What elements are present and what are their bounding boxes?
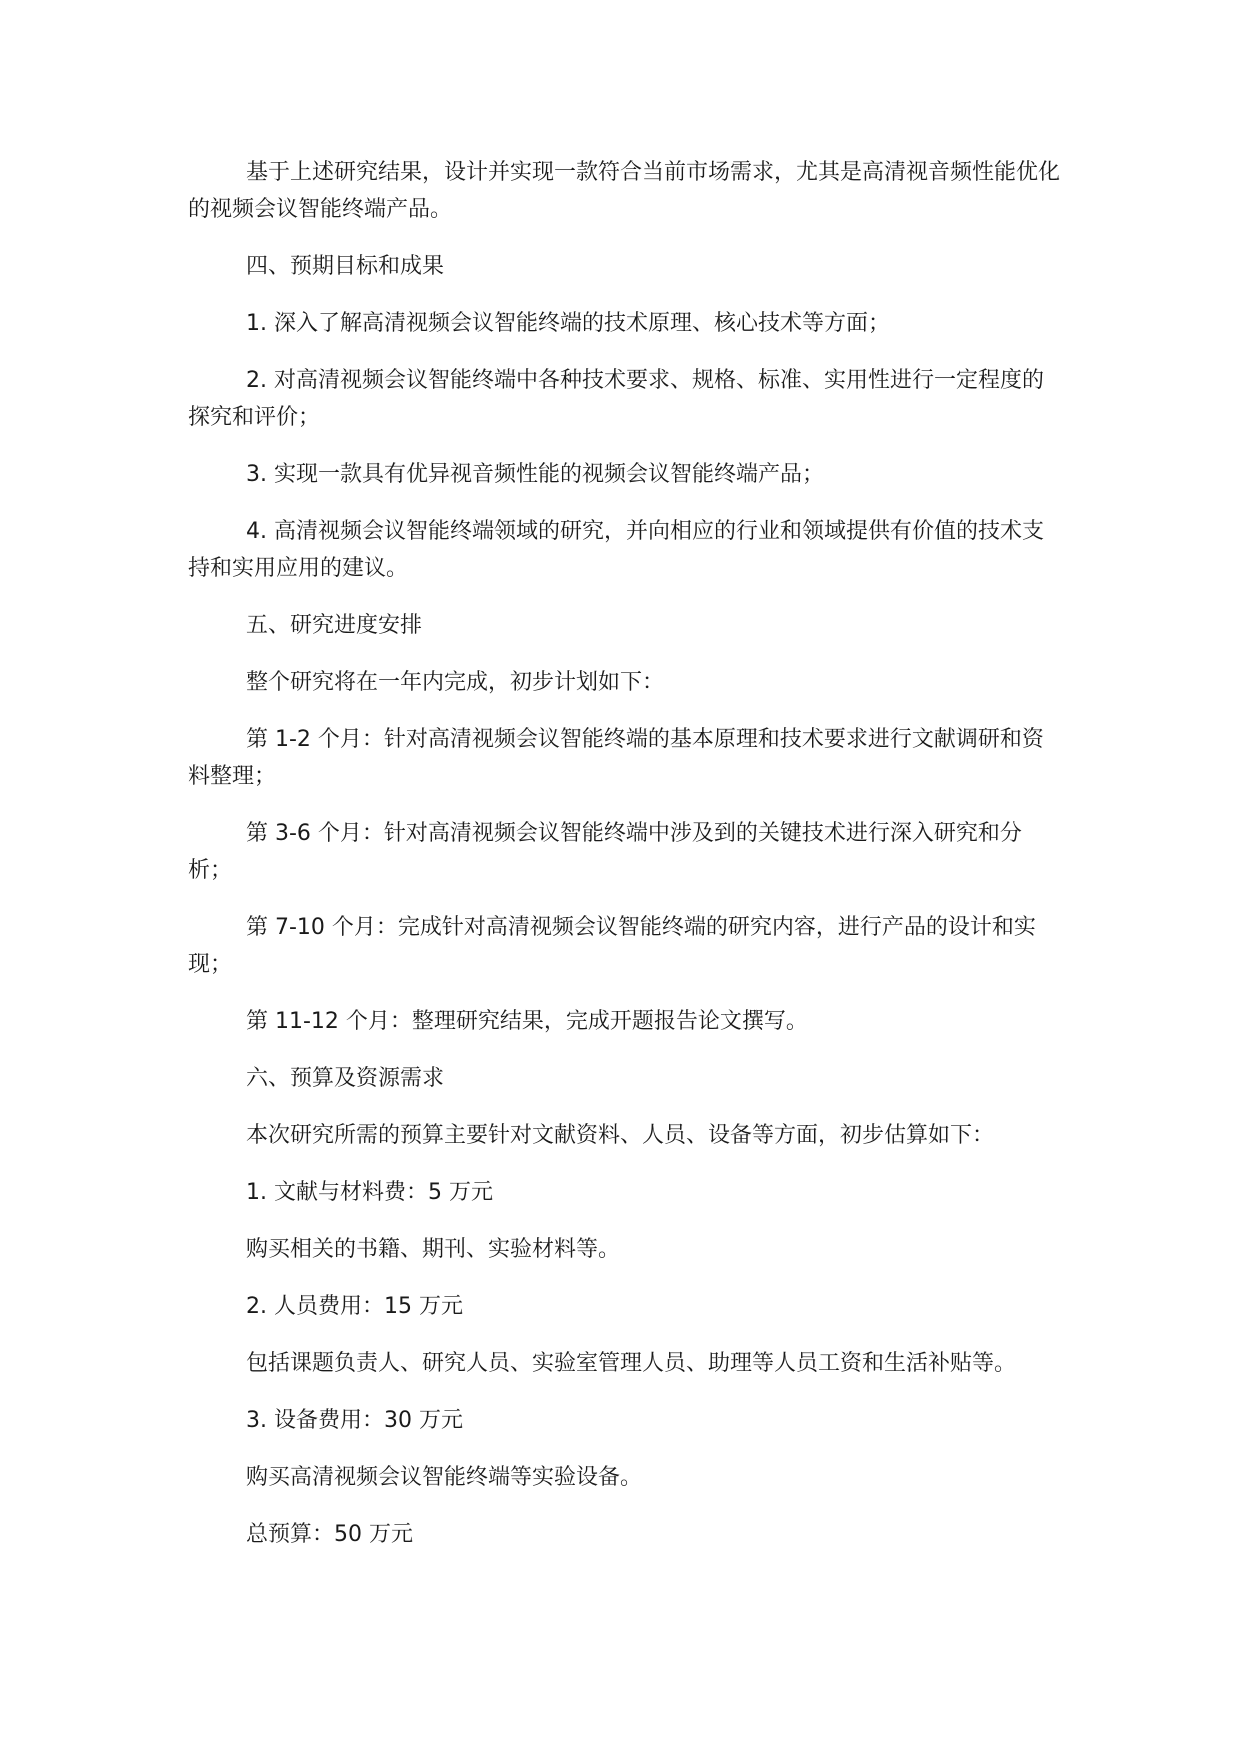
budget-item-equipment: 3. 设备费用：30 万元: [246, 1408, 463, 1433]
schedule-intro: 整个研究将在一年内完成，初步计划如下：: [246, 670, 665, 695]
budget-item-literature: 1. 文献与材料费：5 万元: [246, 1180, 493, 1205]
budget-total: 总预算：50 万元: [246, 1522, 413, 1547]
outcome-item-1: 1. 深入了解高清视频会议智能终端的技术原理、核心技术等方面；: [246, 311, 890, 336]
budget-item-personnel-detail: 包括课题负责人、研究人员、实验室管理人员、助理等人员工资和生活补贴等。: [246, 1351, 1017, 1376]
outcome-item-2: 2. 对高清视频会议智能终端中各种技术要求、规格、标准、实用性进行一定程度的探究和评价；: [188, 368, 1044, 430]
outcome-item-3: 3. 实现一款具有优异视音频性能的视频会议智能终端产品；: [246, 462, 824, 487]
budget-intro: 本次研究所需的预算主要针对文献资料、人员、设备等方面，初步估算如下：: [246, 1123, 995, 1148]
schedule-item-months-7-10: 第 7-10 个月：完成针对高清视频会议智能终端的研究内容，进行产品的设计和实现；: [188, 915, 1036, 977]
section-heading-expected-outcomes: 四、预期目标和成果: [246, 254, 445, 279]
budget-item-equipment-detail: 购买高清视频会议智能终端等实验设备。: [246, 1465, 643, 1490]
budget-item-literature-detail: 购买相关的书籍、期刊、实验材料等。: [246, 1237, 621, 1262]
schedule-item-months-3-6: 第 3-6 个月：针对高清视频会议智能终端中涉及到的关键技术进行深入研究和分析；: [188, 821, 1022, 883]
schedule-item-months-1-2: 第 1-2 个月：针对高清视频会议智能终端的基本原理和技术要求进行文献调研和资料整理；: [188, 727, 1044, 789]
section-heading-budget: 六、预算及资源需求: [246, 1066, 445, 1091]
schedule-item-months-11-12: 第 11-12 个月：整理研究结果，完成开题报告论文撰写。: [246, 1009, 808, 1034]
budget-item-personnel: 2. 人员费用：15 万元: [246, 1294, 463, 1319]
document-body: [188, 154, 1063, 1573]
section-heading-schedule: 五、研究进度安排: [246, 613, 423, 638]
outcome-item-4: 4. 高清视频会议智能终端领域的研究，并向相应的行业和领域提供有价值的技术支持和实用应用的建议。: [188, 519, 1044, 581]
paragraph-research-goal: 基于上述研究结果，设计并实现一款符合当前市场需求，尤其是高清视音频性能优化的视频会议智能终端产品。: [188, 160, 1061, 222]
